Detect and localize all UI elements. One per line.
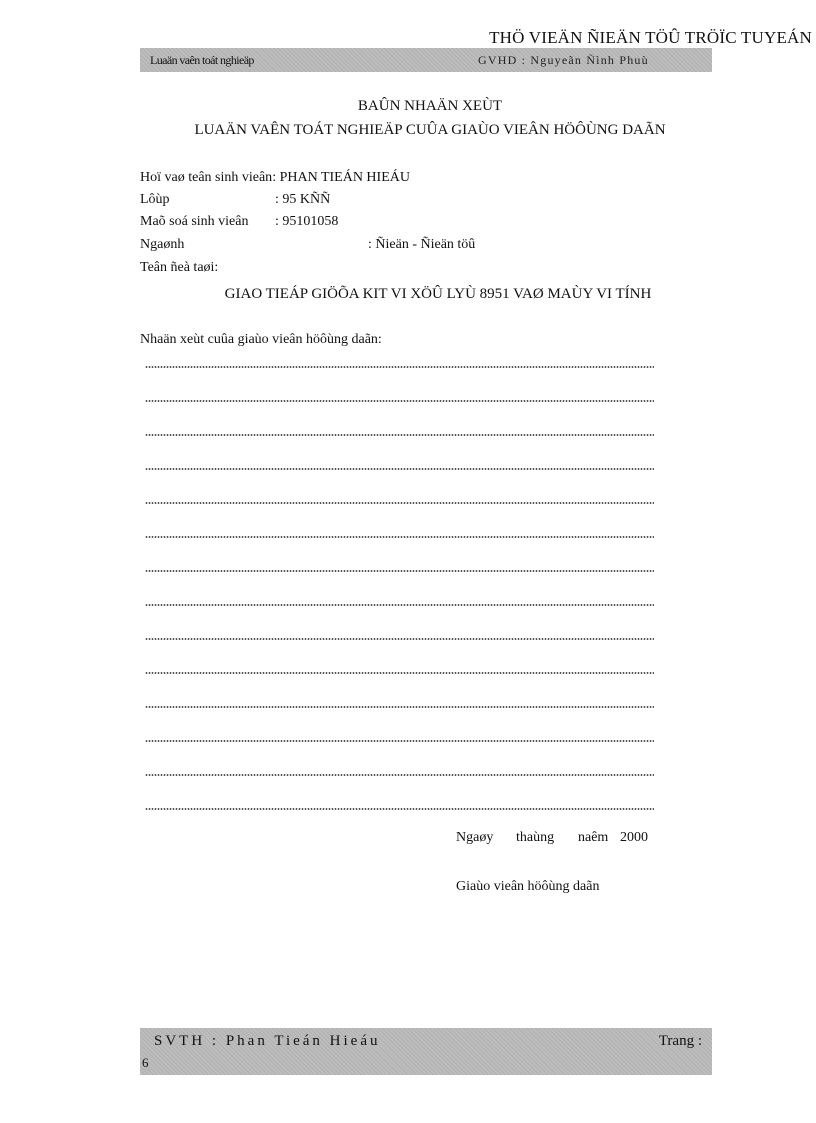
comment-dotted-line bbox=[145, 604, 654, 606]
comment-dotted-line bbox=[145, 536, 654, 538]
comments-label: Nhaän xeùt cuûa giaùo vieân höôùng daãn: bbox=[140, 332, 382, 347]
comment-dotted-line bbox=[145, 366, 654, 368]
comment-dotted-line bbox=[145, 774, 654, 776]
comment-dotted-line bbox=[145, 808, 654, 810]
header-thesis-label: Luaän vaên toát nghieäp bbox=[150, 53, 254, 67]
comment-dotted-line bbox=[145, 638, 654, 640]
student-major-row bbox=[140, 237, 476, 253]
library-watermark: THÖ VIEÄN ÑIEÄN TÖÛ TRÖÏC TUYEÁN bbox=[489, 28, 812, 47]
page-footer bbox=[140, 1028, 712, 1075]
comment-dotted-line bbox=[145, 706, 654, 708]
student-id-row bbox=[140, 214, 339, 230]
date-day-label: Ngaøy bbox=[456, 830, 494, 845]
page-header bbox=[140, 48, 712, 72]
student-name-row bbox=[140, 170, 410, 186]
student-class-label: Lôùp bbox=[140, 192, 170, 207]
comment-dotted-line bbox=[145, 570, 654, 572]
footer-page-label: Trang : bbox=[658, 1033, 702, 1049]
student-major-value: : Ñieän - Ñieän töû bbox=[368, 237, 476, 252]
comment-dotted-line bbox=[145, 434, 654, 436]
date-month-label: thaùng bbox=[516, 830, 555, 845]
student-name-value: : PHAN TIEÁN HIEÁU bbox=[272, 170, 410, 185]
comment-dotted-line bbox=[145, 740, 654, 742]
student-major-label: Ngaønh bbox=[140, 237, 185, 252]
page-title: BAÛN NHAÄN XEÙT bbox=[357, 98, 503, 114]
student-class-row bbox=[140, 192, 331, 208]
thesis-topic: GIAO TIEÁP GIÖÕA KIT VI XÖÛ LYÙ 8951 VAØ MAÙY VI TÍNH bbox=[224, 286, 652, 302]
comment-dotted-line bbox=[145, 400, 654, 402]
topic-label: Teân ñeà taøi: bbox=[140, 260, 219, 275]
signature-label: Giaùo vieân höôùng daãn bbox=[456, 879, 600, 894]
comment-dotted-line bbox=[145, 468, 654, 470]
date-year-label: naêm bbox=[578, 830, 609, 845]
date-year-value: 2000 bbox=[620, 830, 648, 845]
topic-label-row bbox=[140, 260, 218, 276]
student-class-value: : 95 KÑÑ bbox=[275, 192, 331, 207]
header-advisor-label: GVHD : Nguyeãn Ñình Phuù bbox=[478, 53, 649, 67]
page-subtitle: LUAÄN VAÊN TOÁT NGHIEÄP CUÛA GIAÙO VIEÂN HÖÔÙNG DAÃN bbox=[194, 122, 666, 138]
student-id-label: Maõ soá sinh vieân bbox=[140, 214, 249, 229]
comment-dotted-line bbox=[145, 502, 654, 504]
footer-page-number: 6 bbox=[142, 1055, 149, 1070]
student-name-label: Hoï vaø teân sinh vieân bbox=[140, 170, 273, 185]
footer-student-label: SVTH : Phan Tieán Hieáu bbox=[154, 1033, 381, 1049]
student-id-value: : 95101058 bbox=[275, 214, 339, 229]
comment-dotted-line bbox=[145, 672, 654, 674]
